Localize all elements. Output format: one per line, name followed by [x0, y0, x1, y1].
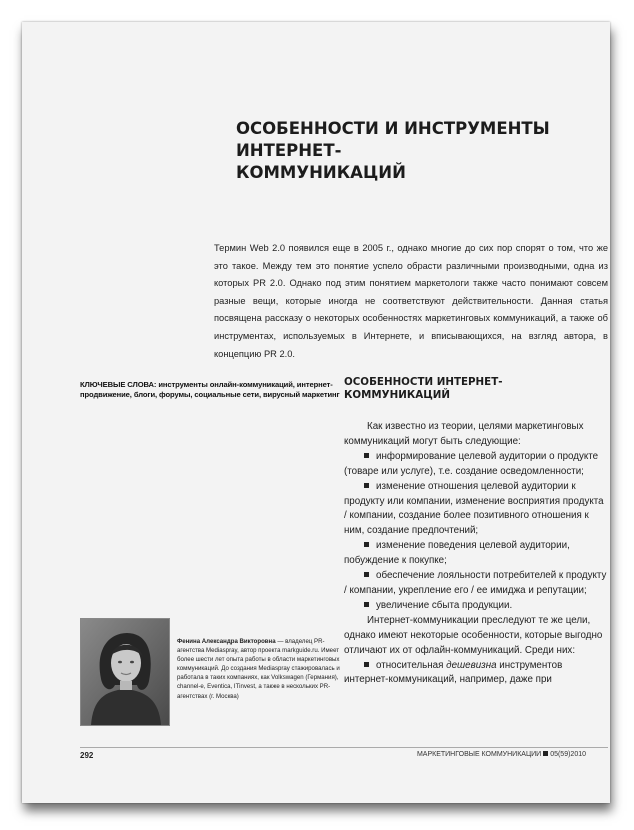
journal-footer	[417, 751, 586, 758]
magazine-page	[22, 22, 610, 803]
article-title	[236, 118, 596, 184]
square-bullet-icon	[364, 572, 369, 577]
author-photo	[80, 618, 170, 726]
body-paragraph: Интернет-коммуникации преследуют те же цели, однако имеют некоторые особенности, которые выгодно отличают их от офлайн-коммуникаций. Среди них:	[344, 614, 603, 656]
section-heading-line: ОСОБЕННОСТИ ИНТЕРНЕТ-	[344, 376, 503, 388]
page-number: 292	[80, 751, 94, 760]
article-title-line: КОММУНИКАЦИЙ	[236, 163, 406, 182]
article-title-line: ОСОБЕННОСТИ И ИНСТРУМЕНТЫ ИНТЕРНЕТ-	[236, 119, 550, 160]
author-bio-text: — владелец PR-агентства Mediaspray, автор проекта markguide.ru. Имеет более шести лет опыта работы в области маркетинговых коммуникаций. До создания Mediaspray стажировалась и работала в таких компаниях, как Volkswagen (Германия), channel-e, Eventica, ITinvest, а также в нескольких PR-агентствах (г. Москва)	[177, 638, 340, 700]
bullet-text: увеличение сбыта продукции.	[376, 599, 513, 611]
bullet-item	[344, 450, 608, 480]
journal-name: МАРКЕТИНГОВЫЕ КОММУНИКАЦИИ	[416, 751, 542, 758]
article-lead: Термин Web 2.0 появился еще в 2005 г., однако многие до сих пор спорят о том, что же это такое. Между тем это понятие успело обрасти различными производными, одна из которых PR 2.0. Однако под этим понятием маркетологи также часто понимают совсем разные вещи, которые иногда не соответствуют действительности. Данная статья посвящена рассказу о некоторых особенностях маркетинговых коммуникаций, а также об инструментах, используемых в Интернете, и вписывающихся, на взгляд автора, в концепцию PR 2.0.	[214, 243, 608, 359]
bullet-item	[344, 659, 608, 689]
article-body	[344, 420, 608, 688]
author-bio	[177, 637, 342, 701]
emphasis-text: дешевизна	[446, 659, 497, 671]
footer-divider	[80, 747, 608, 748]
bullet-item	[344, 569, 608, 599]
bullet-item	[344, 480, 608, 540]
bullet-text: относительная	[376, 659, 447, 671]
author-name: Фенина Александра Викторовна	[177, 638, 276, 645]
bullet-text: инструментов интернет-коммуникаций, например, даже при	[344, 659, 563, 686]
square-bullet-icon	[364, 483, 369, 488]
bullet-item	[344, 599, 608, 614]
square-bullet-icon	[364, 662, 369, 667]
bullet-text: обеспечение лояльности потребителей к продукту / компании, укрепление его / ее имиджа и репутации;	[344, 570, 607, 596]
square-bullet-icon	[364, 542, 369, 547]
square-bullet-icon	[364, 602, 369, 607]
bullet-text: информирование целевой аудитории о продукте (товаре или услуге), т.е. создание осведомленности;	[344, 450, 599, 477]
journal-issue: 05(59)2010	[550, 751, 586, 758]
body-paragraph: Как известно из теории, целями маркетинговых коммуникаций могут быть следующие:	[344, 421, 584, 447]
bullet-text: изменение поведения целевой аудитории, побуждение к покупке;	[344, 540, 570, 567]
keywords: КЛЮЧЕВЫЕ СЛОВА: инструменты онлайн-коммуникаций, интернет-продвижение, блоги, форумы, социальные сети, вирусный маркетинг	[80, 380, 340, 400]
section-heading-line: КОММУНИКАЦИЙ	[344, 389, 451, 401]
square-separator-icon	[543, 751, 548, 756]
bullet-item	[344, 539, 608, 569]
author-portrait-icon	[81, 619, 169, 725]
section-heading	[344, 376, 584, 402]
bullet-text: изменение отношения целевой аудитории к продукту или компании, изменение восприятия продукта / компании, создание более позитивного отношения к ним, создание предпочтений;	[344, 480, 604, 537]
square-bullet-icon	[364, 453, 369, 458]
